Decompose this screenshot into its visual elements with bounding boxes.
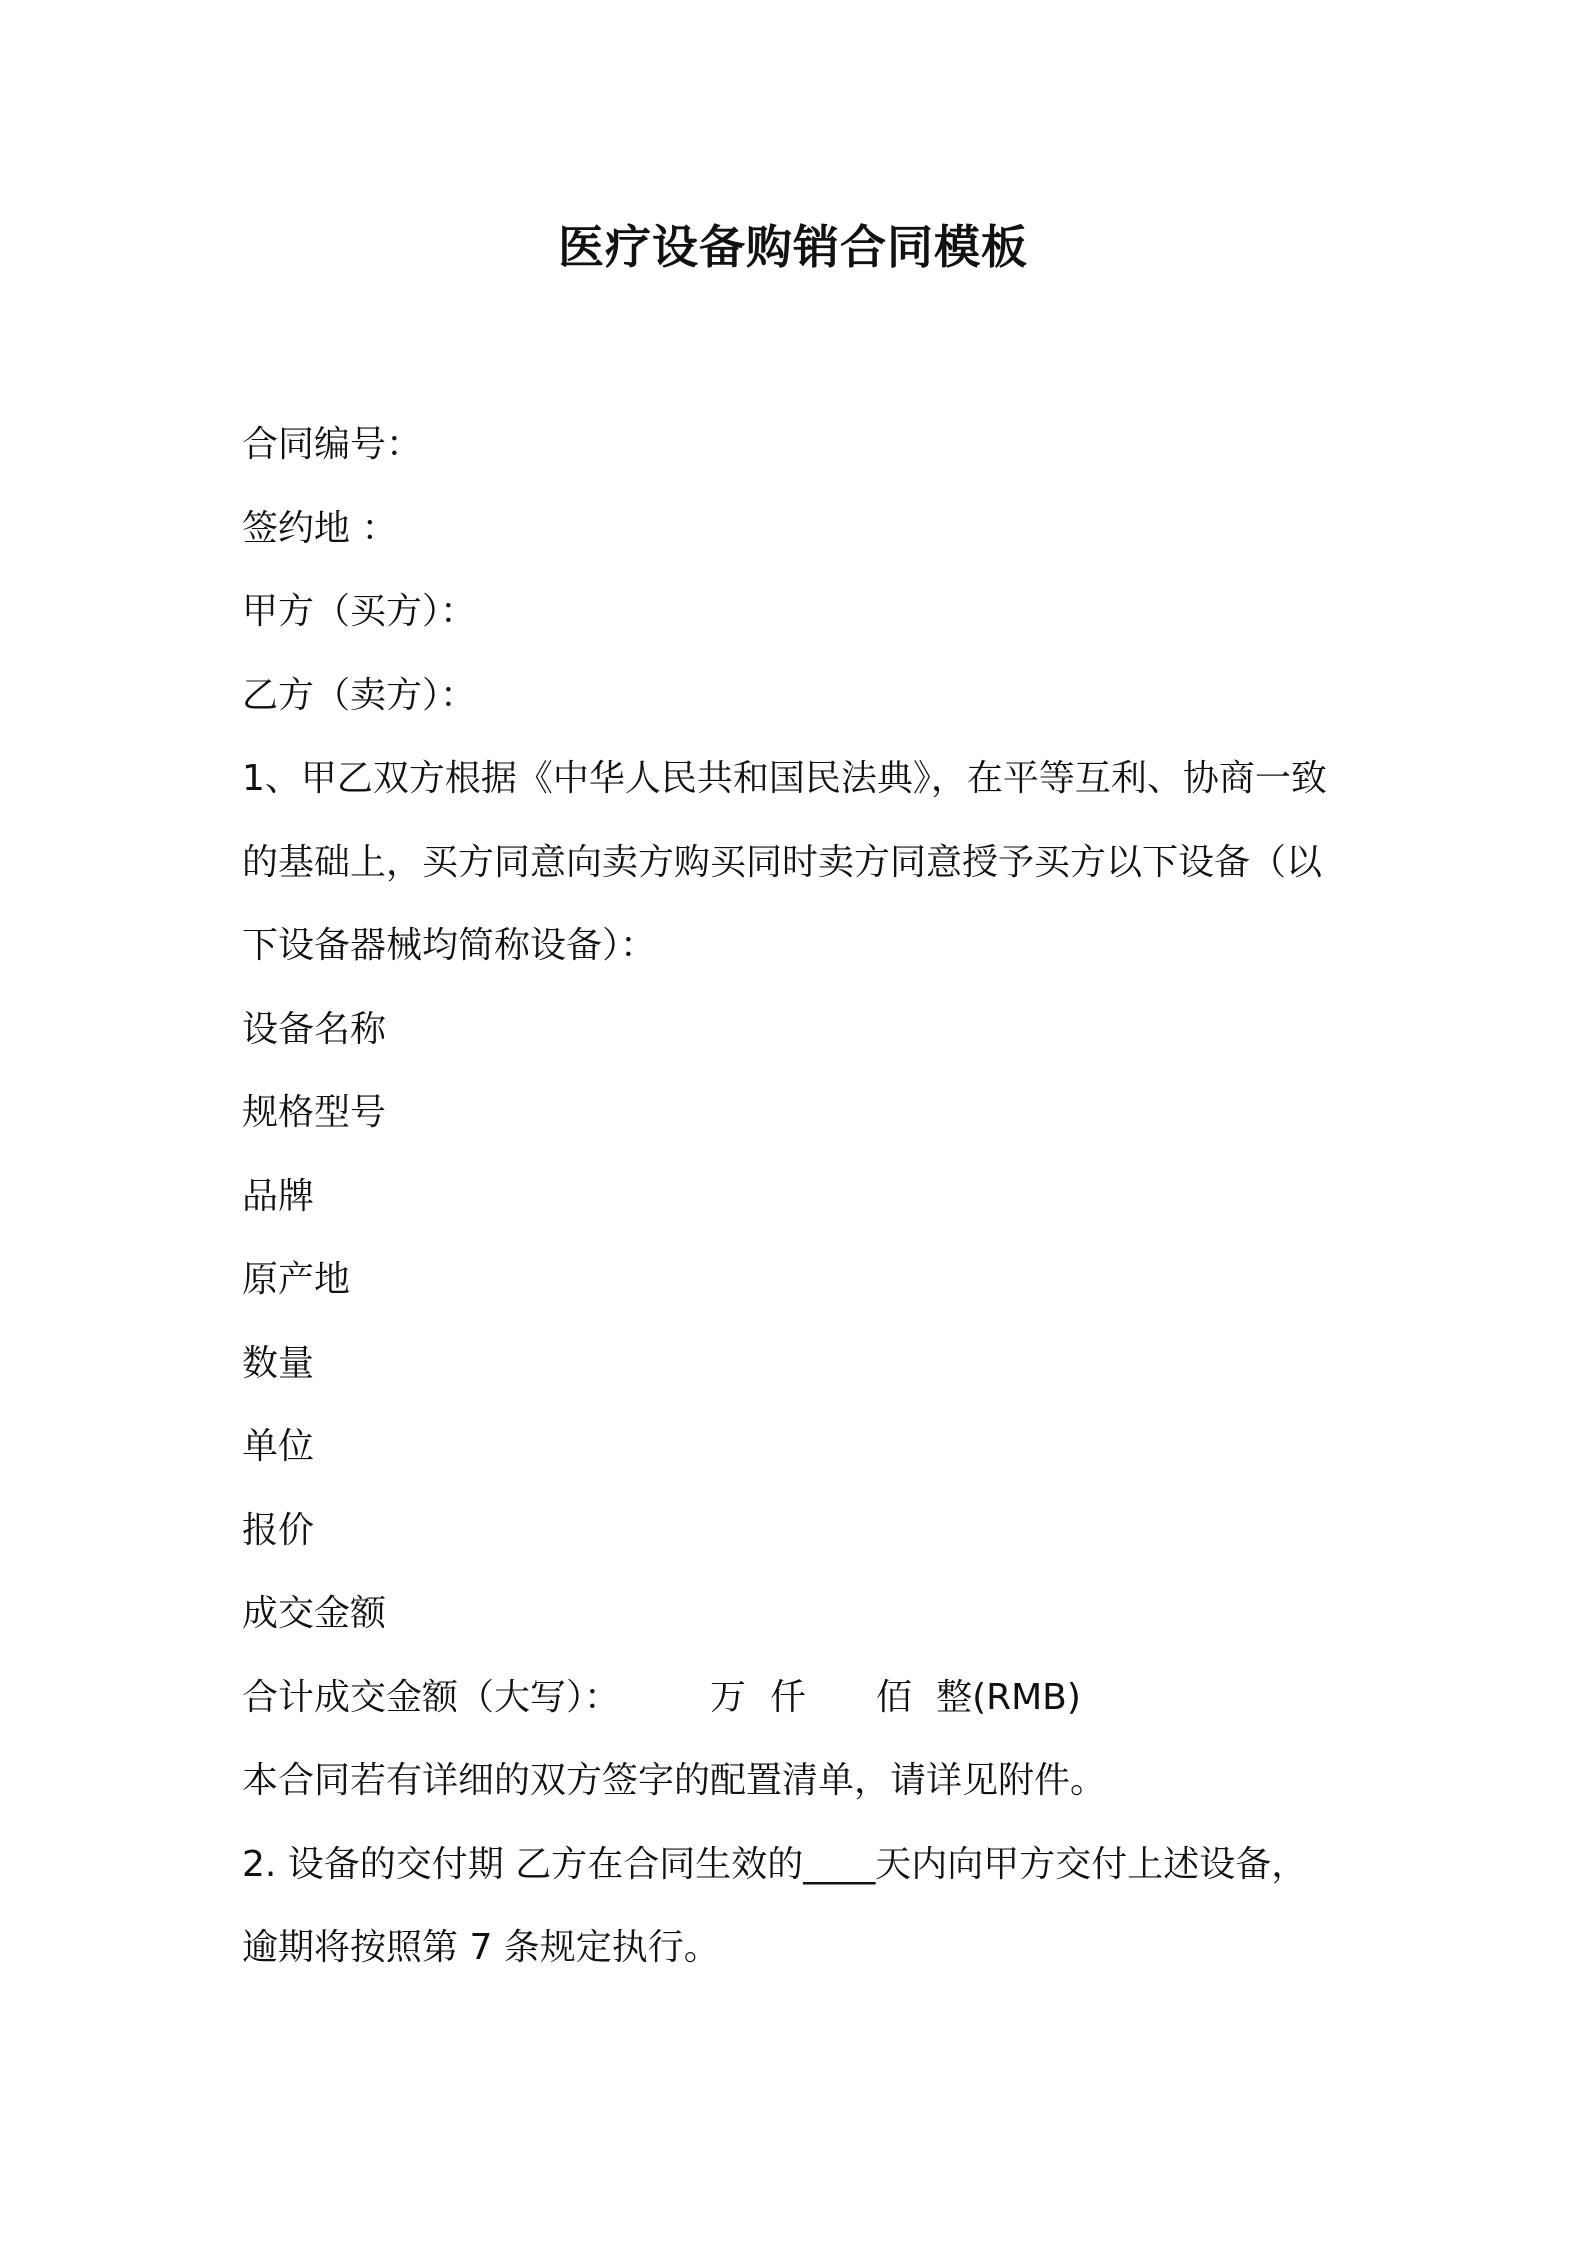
equipment-origin-label: 原产地	[242, 1259, 351, 1300]
contract-number-field: 合同编号：	[242, 424, 423, 465]
equipment-quantity-label: 数量	[242, 1342, 315, 1384]
attachment-note: 本合同若有详细的双方签字的配置清单，请详见附件。	[242, 1760, 1107, 1801]
total-zheng-rmb: 整(RMB)	[936, 1676, 1081, 1718]
total-qian: 仟	[770, 1676, 807, 1718]
equipment-brand-label: 品牌	[242, 1175, 315, 1217]
signing-place-field: 签约地 ：	[242, 507, 398, 549]
clause-1-line-3: 下设备器械均简称设备）：	[242, 925, 657, 966]
party-b-field: 乙方（卖方）：	[242, 674, 477, 716]
equipment-quote-label: 报价	[242, 1509, 315, 1551]
clause-1-line-2: 的基础上，买方同意向卖方购买同时卖方同意授予买方以下设备（以	[242, 841, 1323, 883]
total-amount-line	[242, 1656, 1362, 1740]
equipment-unit-label: 单位	[242, 1426, 315, 1467]
clause-2-line-1: 2. 设备的交付期 乙方在合同生效的____天内向甲方交付上述设备，	[242, 1843, 1308, 1885]
equipment-name-label: 设备名称	[242, 1008, 387, 1050]
document-title: 医疗设备购销合同模板	[558, 220, 1028, 274]
party-a-field: 甲方（买方）：	[242, 591, 477, 632]
equipment-deal-amount-label: 成交金额	[242, 1593, 387, 1634]
clause-2-line-2: 逾期将按照第 7 条规定执行。	[242, 1927, 720, 1968]
total-wan: 万	[710, 1676, 747, 1718]
equipment-model-label: 规格型号	[242, 1092, 387, 1133]
document-body	[242, 403, 1362, 1990]
total-bai: 佰	[876, 1676, 913, 1718]
total-amount-label: 合计成交金额（大写）：	[242, 1676, 621, 1718]
clause-1-line-1: 1、甲乙双方根据《中华人民共和国民法典》，在平等互利、协商一致	[242, 758, 1327, 799]
